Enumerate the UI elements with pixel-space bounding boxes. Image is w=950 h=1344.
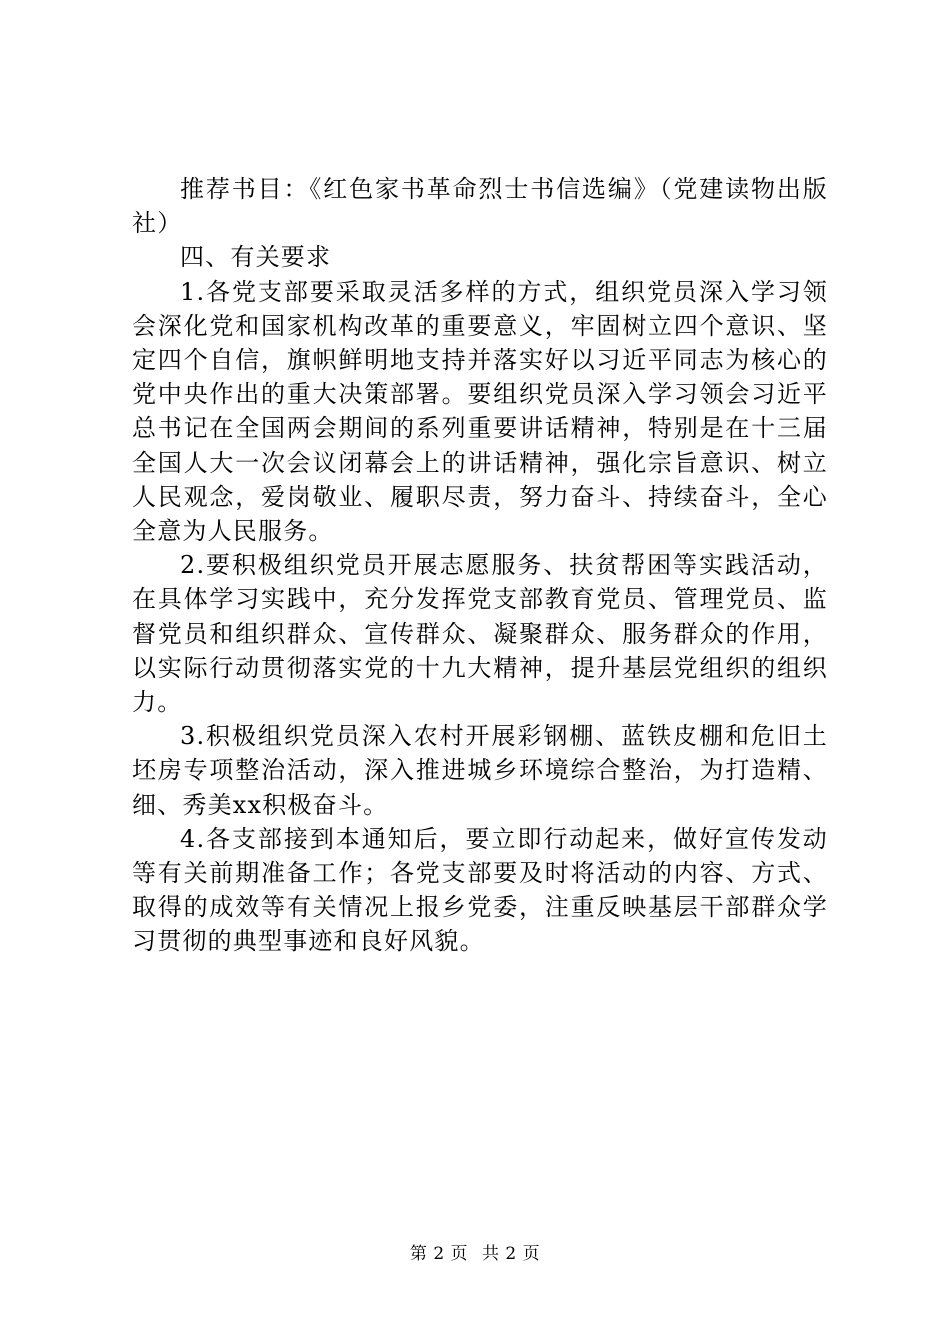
document-body <box>132 172 828 959</box>
recommended-books-paragraph: 推荐书目：《红色家书革命烈士书信选编》（党建读物出版社） <box>132 175 828 238</box>
requirement-item-1: 1.各党支部要采取灵活多样的方式，组织党员深入学习领会深化党和国家机构改革的重要意义，牢固树立四个意识、坚定四个自信，旗帜鲜明地支持并落实好以习近平同志为核心的党中央作出的重大决策部署。要组织党员深入学习领会习近平总书记在全国两会期间的系列重要讲话精神，特别是在十三届全国人大一次会议闭幕会上的讲话精神，强化宗旨意识、树立人民观念，爱岗敬业、履职尽责，努力奋斗、持续奋斗，全心全意为人民服务。 <box>132 277 828 546</box>
page-footer <box>0 1242 950 1266</box>
page-total: 共 2 页 <box>481 1244 541 1264</box>
page-number: 第 2 页 <box>409 1244 469 1264</box>
requirement-item-3: 3.积极组织党员深入农村开展彩钢棚、蓝铁皮棚和危旧土坯房专项整治活动，深入推进城乡环境综合整治，为打造精、细、秀美xx积极奋斗。 <box>132 722 828 819</box>
requirement-item-4: 4.各支部接到本通知后，要立即行动起来，做好宣传发动等有关前期准备工作；各党支部要及时将活动的内容、方式、取得的成效等有关情况上报乡党委，注重反映基层干部群众学习贯彻的典型事迹和良好风貌。 <box>132 824 828 956</box>
section-heading-requirements: 四、有关要求 <box>180 243 332 272</box>
requirement-item-2: 2.要积极组织党员开展志愿服务、扶贫帮困等实践活动，在具体学习实践中，充分发挥党支部教育党员、管理党员、监督党员和组织群众、宣传群众、凝聚群众、服务群众的作用，以实际行动贯彻落实党的十九大精神，提升基层党组织的组织力。 <box>132 551 828 717</box>
